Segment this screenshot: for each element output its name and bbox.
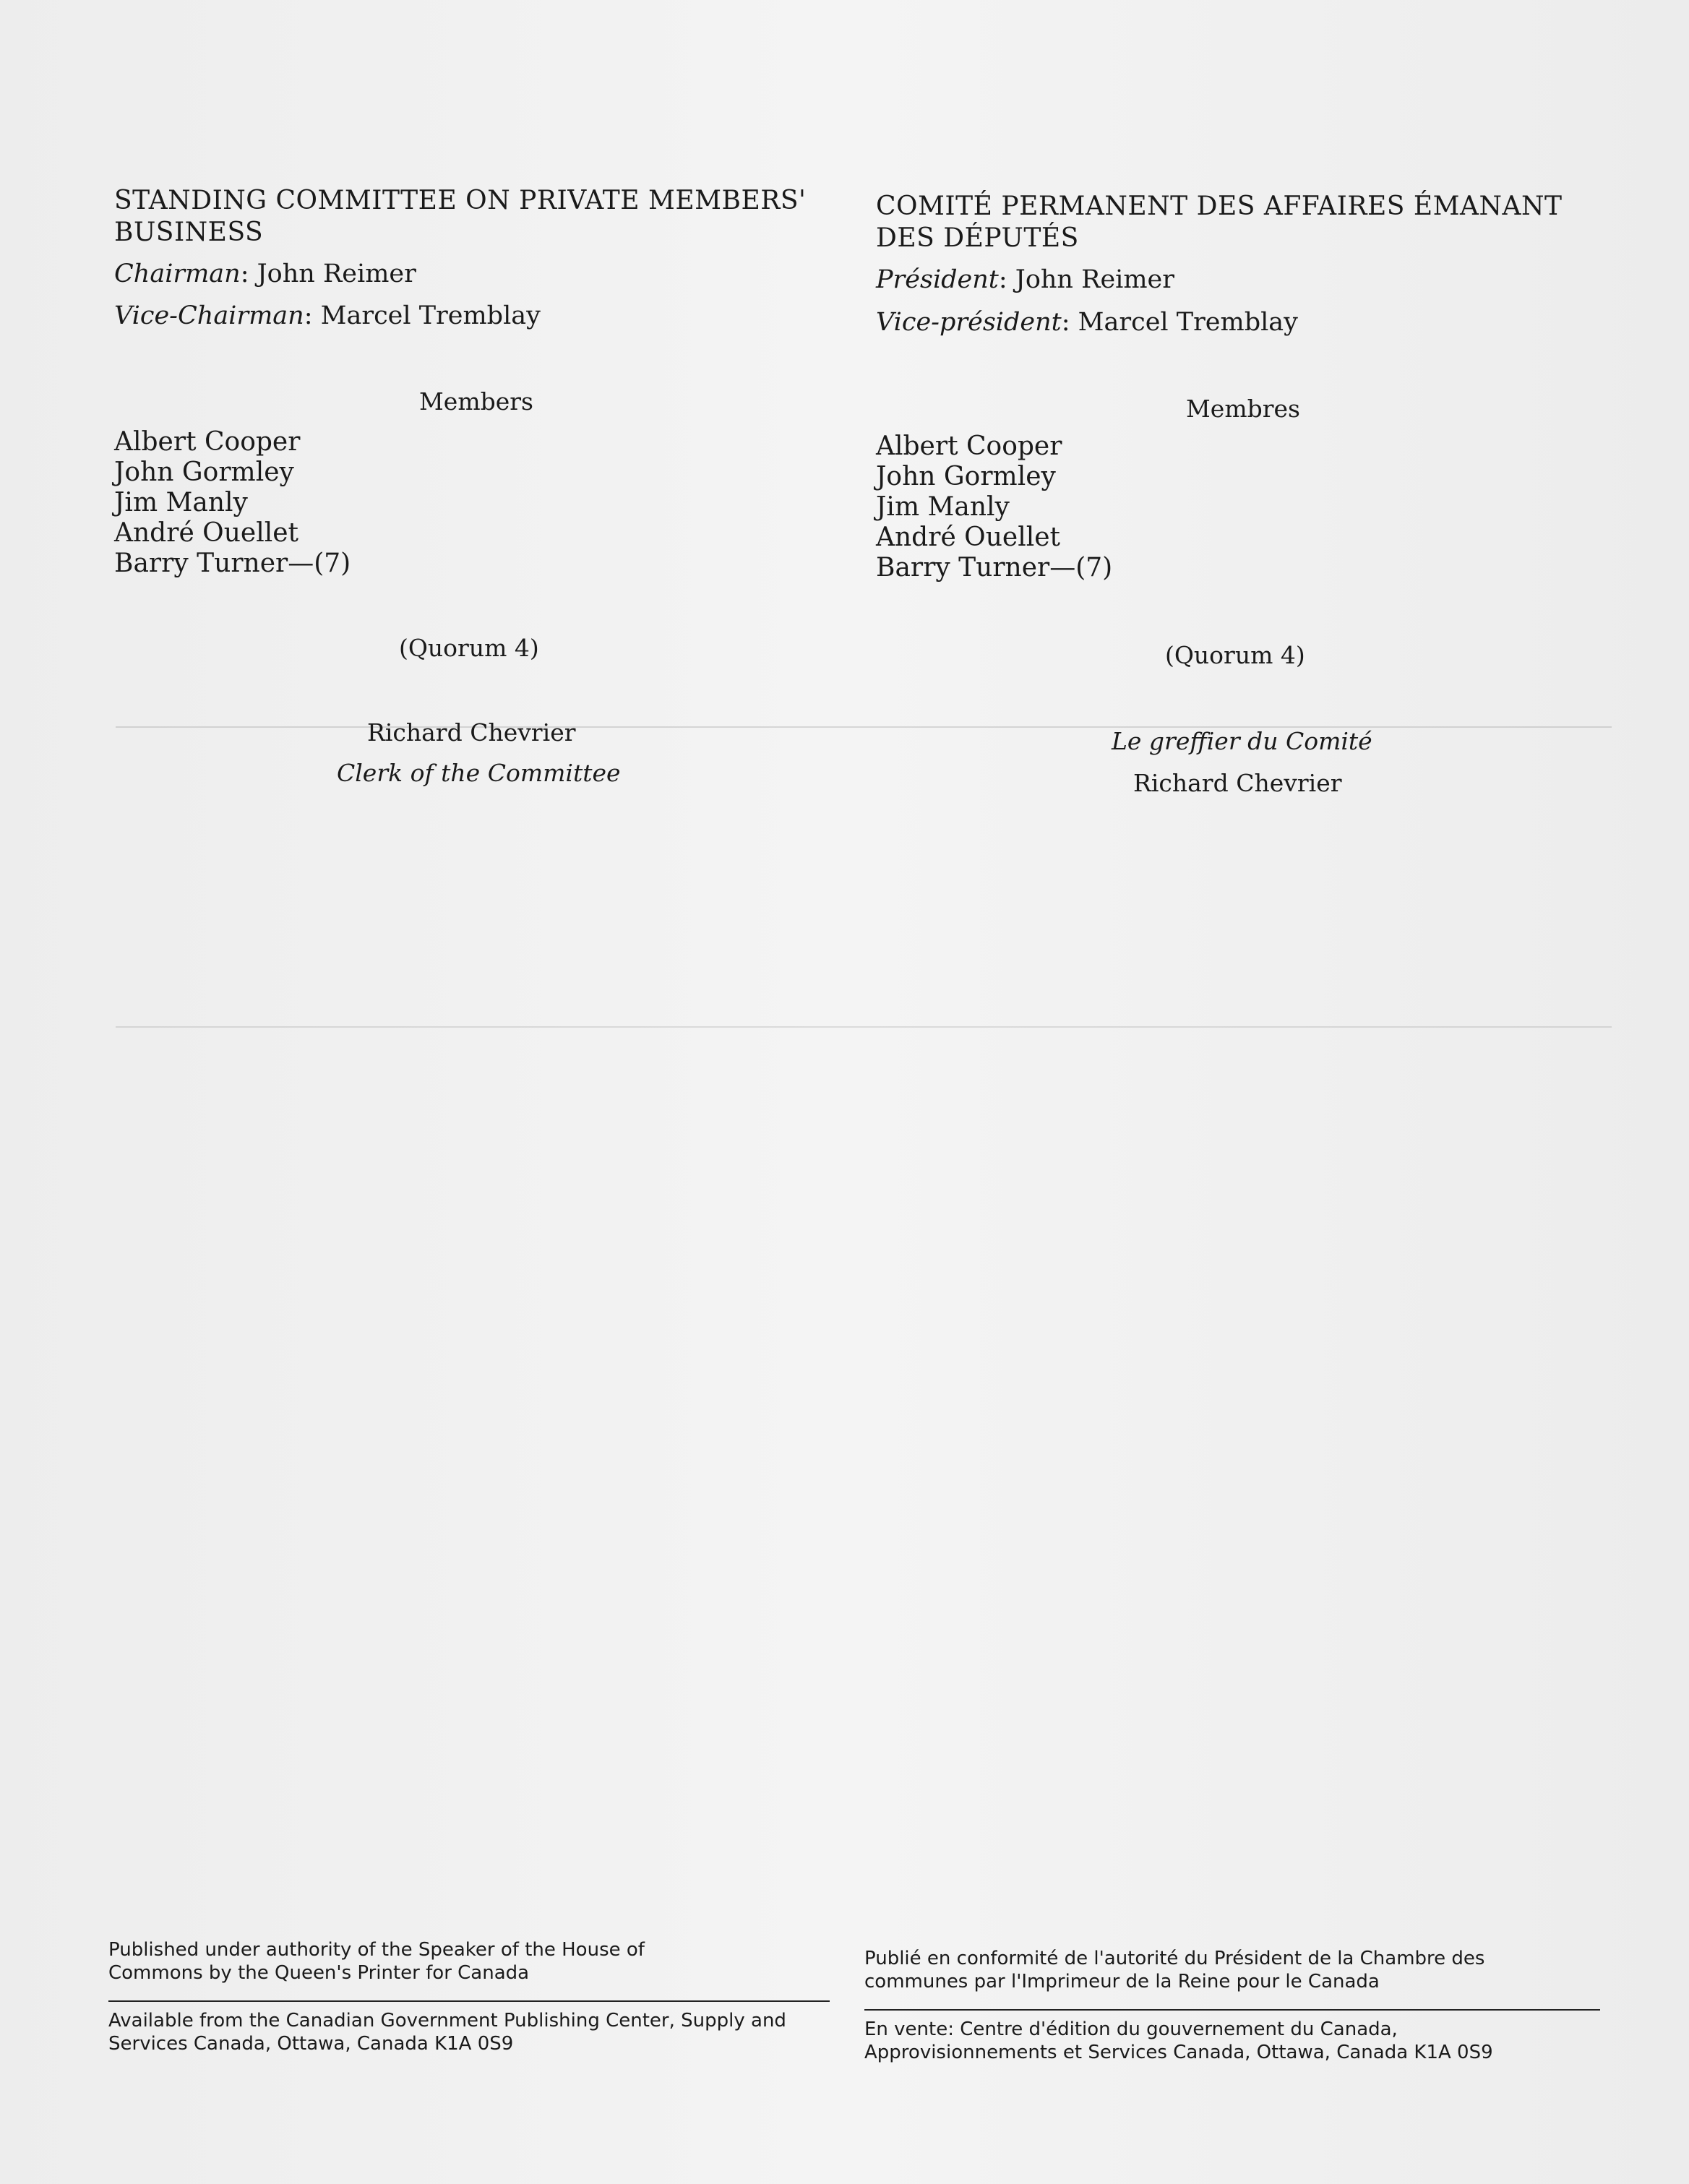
committee-heading-fr: COMITÉ PERMANENT DES AFFAIRES ÉMANANT DES DÉPUTÉS: [876, 192, 1563, 253]
members-list-fr: [876, 431, 1112, 583]
vice-chairman-role: Vice-Chairman: [114, 301, 304, 330]
clerk-name-fr: Richard Chevrier: [1133, 769, 1342, 797]
vice-president-name: : Marcel Tremblay: [1061, 308, 1298, 337]
footer-rule-en: [108, 2000, 830, 2002]
member-item: André Ouellet: [876, 523, 1060, 552]
quorum-en: (Quorum 4): [399, 634, 539, 662]
member-item: Barry Turner—(7): [114, 549, 351, 578]
member-item: John Gormley: [114, 457, 294, 487]
available-notice-en: Available from the Canadian Government Publishing Center, Supply and Services Canada, Ottawa, Canada K1A 0S9: [108, 2010, 786, 2055]
member-item: Albert Cooper: [114, 427, 301, 457]
members-list-en: [114, 427, 351, 579]
quorum-fr: (Quorum 4): [1165, 641, 1305, 669]
members-heading-fr: Membres: [1186, 395, 1300, 423]
chairman-line: [114, 259, 416, 288]
members-heading-en: Members: [419, 387, 533, 416]
member-item: Barry Turner—(7): [876, 553, 1113, 582]
committee-heading-en: STANDING COMMITTEE ON PRIVATE MEMBERS' BUSINESS: [114, 186, 807, 247]
member-item: André Ouellet: [114, 518, 298, 548]
member-item: Jim Manly: [876, 492, 1010, 522]
published-notice-fr: Publié en conformité de l'autorité du Président de la Chambre des communes par l'Imprimeur de la Reine pour le Canada: [864, 1948, 1485, 1992]
published-notice-en: Published under authority of the Speaker of the House of Commons by the Queen's Printer for Canada: [108, 1939, 645, 1984]
footer-rule-fr: [864, 2009, 1600, 2011]
chairman-name: : John Reimer: [240, 259, 416, 288]
member-item: Jim Manly: [114, 488, 248, 517]
vice-president-role: Vice-président: [876, 308, 1062, 337]
president-line: [876, 265, 1174, 294]
president-role: Président: [876, 265, 999, 294]
member-item: John Gormley: [876, 462, 1056, 491]
member-item: Albert Cooper: [876, 431, 1062, 461]
vice-president-line: [876, 308, 1298, 337]
available-notice-fr: En vente: Centre d'édition du gouvernement du Canada, Approvisionnements et Services Canada, Ottawa, Canada K1A 0S9: [864, 2019, 1493, 2063]
clerk-title-en: Clerk of the Committee: [337, 759, 621, 787]
show-through-rule: [116, 726, 1612, 728]
chairman-role: Chairman: [114, 259, 241, 288]
clerk-title-fr: Le greffier du Comité: [1112, 727, 1372, 755]
vice-chairman-name: : Marcel Tremblay: [304, 301, 541, 330]
clerk-name-en: Richard Chevrier: [367, 718, 576, 747]
show-through-rule: [116, 1026, 1612, 1028]
president-name: : John Reimer: [998, 265, 1174, 294]
vice-chairman-line: [114, 301, 541, 330]
